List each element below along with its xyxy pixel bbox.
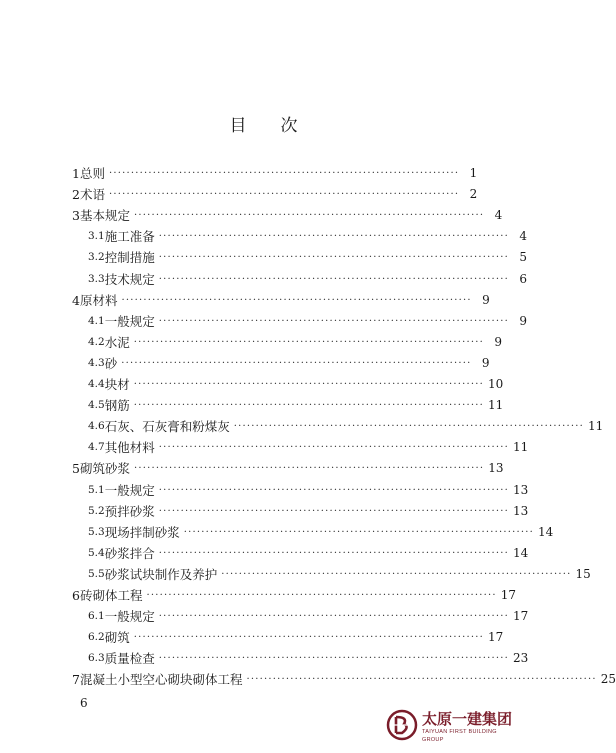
toc-leader-dots: ················································································ xyxy=(133,463,485,475)
toc-entry[interactable] xyxy=(88,501,529,522)
toc-entry-label: 砂浆拌合 xyxy=(104,545,155,561)
company-logo xyxy=(386,708,518,746)
toc-entry-label: 其他材料 xyxy=(104,440,155,456)
toc-entry-page: 17 xyxy=(488,630,504,645)
toc-entry[interactable] xyxy=(88,226,528,247)
toc-leader-dots: ················································································ xyxy=(108,189,460,201)
toc-entry-number: 4.1 xyxy=(88,314,105,327)
toc-leader-dots: ················································································ xyxy=(158,231,510,243)
toc-entry-page: 25 xyxy=(600,672,616,687)
toc-entry-page: 10 xyxy=(488,377,504,391)
toc-entry[interactable] xyxy=(88,606,529,627)
toc-entry-page: 11 xyxy=(488,398,504,413)
toc-leader-dots: ················································································ xyxy=(158,547,510,559)
toc-entry[interactable] xyxy=(72,669,616,690)
toc-entry-number: 4.6 xyxy=(88,420,105,433)
toc-entry[interactable] xyxy=(88,353,490,374)
toc-leader-dots: ················································································ xyxy=(246,674,597,686)
toc-entry-label: 现场拌制砂浆 xyxy=(104,524,180,540)
toc-entry-number: 4.3 xyxy=(88,356,105,369)
toc-entry-number: 3 xyxy=(72,208,80,224)
toc-entry-number: 5.2 xyxy=(88,504,105,517)
toc-entry-page: 4 xyxy=(519,229,528,244)
toc-entry-number: 6.2 xyxy=(88,631,105,644)
toc-entry-page: 4 xyxy=(494,208,503,223)
toc-leader-dots: ················································································ xyxy=(133,400,485,412)
toc-entry-page: 14 xyxy=(513,545,529,560)
toc-entry-label: 质量检查 xyxy=(104,651,155,667)
toc-entry-number: 5.1 xyxy=(88,483,105,496)
toc-entry-page: 9 xyxy=(519,313,528,328)
toc-entry-number: 1 xyxy=(72,166,80,181)
toc-entry-label: 原材料 xyxy=(79,292,118,308)
toc-entry[interactable] xyxy=(72,458,504,479)
toc-leader-dots: ················································································ xyxy=(158,315,510,327)
toc-entry-page: 9 xyxy=(482,292,490,307)
toc-entry[interactable] xyxy=(88,480,529,501)
toc-entry-number: 5 xyxy=(72,461,80,477)
toc-entry[interactable] xyxy=(88,627,504,648)
toc-entry-page: 2 xyxy=(469,187,478,202)
toc-entry-number: 7 xyxy=(72,672,80,688)
toc-entry-number: 6.1 xyxy=(88,610,105,623)
toc-entry-label: 水泥 xyxy=(104,334,130,350)
toc-entry[interactable] xyxy=(88,564,591,585)
logo-name-en: TAIYUAN FIRST BUILDING GROUP xyxy=(422,729,497,743)
toc-entry-number: 5.3 xyxy=(88,525,105,538)
toc-leader-dots: ················································································ xyxy=(158,273,510,285)
logo-name-cn: 太原一建集团 xyxy=(422,710,513,728)
toc-entry[interactable] xyxy=(72,163,478,184)
toc-leader-dots: ················································································ xyxy=(183,526,535,538)
toc-entry-page: 9 xyxy=(494,334,503,349)
toc-entry-label: 一般规定 xyxy=(104,313,155,329)
toc-entry-label: 砂 xyxy=(104,355,118,371)
toc-leader-dots: ················································································ xyxy=(158,611,510,623)
toc-entry-number: 5.4 xyxy=(88,546,105,559)
toc-entry-label: 术语 xyxy=(79,187,105,203)
toc-entry-page: 15 xyxy=(575,566,591,581)
toc-leader-dots: ················································································ xyxy=(158,484,510,496)
toc-entry-number: 4.5 xyxy=(88,399,105,412)
toc-entry-label: 混凝土小型空心砌块砌体工程 xyxy=(79,672,243,688)
toc-entry-label: 控制措施 xyxy=(104,250,155,266)
toc-leader-dots: ················································································ xyxy=(133,336,485,348)
toc-entry-page: 14 xyxy=(538,524,554,539)
toc-entry-label: 砂浆试块制作及养护 xyxy=(104,566,218,582)
toc-entry-page: 17 xyxy=(513,609,529,624)
toc-leader-dots: ················································································ xyxy=(133,379,485,390)
toc-leader-dots: ················································································ xyxy=(133,632,485,644)
title-char-2: 次 xyxy=(280,116,298,136)
toc-entry-number: 3.2 xyxy=(88,251,105,264)
toc-entry-page: 9 xyxy=(481,355,490,370)
toc-entry[interactable] xyxy=(72,585,517,606)
toc-entry-label: 一般规定 xyxy=(104,482,155,498)
toc-entry-label: 砌筑砂浆 xyxy=(79,461,130,477)
toc-entry[interactable] xyxy=(88,522,554,543)
toc-entry-page: 13 xyxy=(488,461,504,476)
toc-entry[interactable] xyxy=(88,247,528,268)
toc-leader-dots: ················································································ xyxy=(121,357,472,369)
toc-entry-label: 施工准备 xyxy=(104,229,155,245)
toc-leader-dots: ················································································ xyxy=(108,168,460,179)
toc-entry[interactable] xyxy=(88,374,504,395)
toc-entry[interactable] xyxy=(88,543,529,564)
toc-entry[interactable] xyxy=(88,648,529,669)
page-number: 6 xyxy=(80,696,88,710)
company-logo-icon xyxy=(386,709,418,745)
toc-entry-label: 总则 xyxy=(79,166,105,181)
toc-leader-dots: ················································································ xyxy=(158,505,510,517)
toc-entry-number: 2 xyxy=(72,187,80,203)
toc-entry[interactable] xyxy=(72,205,503,226)
toc-leader-dots: ················································································ xyxy=(158,252,510,264)
toc-entry-page: 11 xyxy=(588,419,604,434)
toc-leader-dots: ················································································ xyxy=(233,421,585,433)
toc-entry-label: 块材 xyxy=(104,377,130,392)
toc-entry[interactable] xyxy=(88,395,504,416)
toc-entry-label: 钢筋 xyxy=(104,398,130,414)
toc-entry-number: 4.7 xyxy=(88,441,105,454)
toc-entry-number: 3.3 xyxy=(88,272,105,285)
toc-leader-dots: ················································································ xyxy=(221,568,572,580)
toc-entry-label: 基本规定 xyxy=(79,208,130,224)
toc-entry-label: 预拌砂浆 xyxy=(104,503,155,519)
toc-entry-page: 23 xyxy=(513,651,529,666)
toc-entry-label: 技术规定 xyxy=(104,271,155,287)
toc-entry-page: 13 xyxy=(513,482,529,497)
toc-entry[interactable] xyxy=(72,184,478,205)
toc-entry[interactable] xyxy=(88,269,528,290)
toc-entry-number: 4.4 xyxy=(88,378,105,390)
toc-entry-number: 5.5 xyxy=(88,567,105,580)
title-char-1: 目 xyxy=(229,116,247,136)
toc-leader-dots: ················································································ xyxy=(121,294,472,306)
toc-leader-dots: ················································································ xyxy=(146,590,497,601)
toc-entry-page: 13 xyxy=(513,503,529,518)
toc-entry-page: 5 xyxy=(519,250,528,265)
toc-entry-number: 4.2 xyxy=(88,335,105,348)
toc-entry-label: 一般规定 xyxy=(104,609,155,625)
toc-entry-number: 6.3 xyxy=(88,652,105,665)
toc-entry-number: 3.1 xyxy=(88,230,105,243)
toc-entry[interactable] xyxy=(72,290,490,311)
toc-entry[interactable] xyxy=(88,311,528,332)
toc-entry-label: 砌筑 xyxy=(104,630,130,646)
toc-entry-number: 4 xyxy=(72,292,80,308)
toc-entry-page: 17 xyxy=(500,588,517,602)
toc-entry[interactable] xyxy=(88,437,529,458)
toc-entry-label: 石灰、石灰膏和粉煤灰 xyxy=(104,419,230,435)
toc-entry[interactable] xyxy=(88,416,604,437)
page-title xyxy=(0,111,527,136)
toc-entry-label: 砖砌体工程 xyxy=(79,588,143,603)
toc-entry-page: 6 xyxy=(519,271,528,286)
toc-leader-dots: ················································································ xyxy=(133,210,485,222)
toc-entry-page: 11 xyxy=(513,440,529,455)
toc-entry[interactable] xyxy=(88,332,503,353)
toc-leader-dots: ················································································ xyxy=(158,442,510,454)
toc-entry-number: 6 xyxy=(72,588,80,603)
toc-entry-page: 1 xyxy=(469,166,478,180)
toc-leader-dots: ················································································ xyxy=(158,653,510,665)
